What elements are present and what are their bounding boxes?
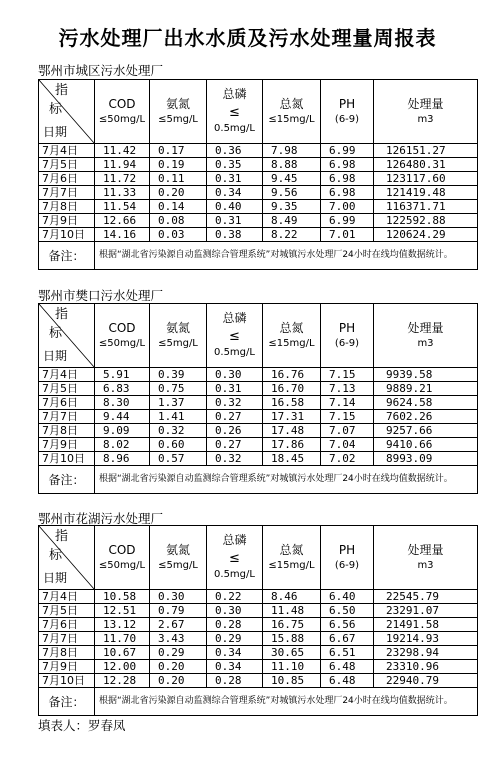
tp-cell: 0.30 xyxy=(207,604,263,618)
date-cell: 7月6日 xyxy=(39,396,95,410)
tn-cell: 8.88 xyxy=(263,158,321,172)
date-cell: 7月9日 xyxy=(39,660,95,674)
table-row xyxy=(39,604,478,618)
header-tn-name: 总氮 xyxy=(279,320,304,335)
header-nh3 xyxy=(150,526,207,590)
cod-cell: 8.96 xyxy=(95,452,150,466)
ph-cell: 7.15 xyxy=(321,368,374,382)
date-cell: 7月5日 xyxy=(39,604,95,618)
flow-cell: 122592.88 xyxy=(374,214,478,228)
flow-cell: 22940.79 xyxy=(374,674,478,688)
header-tp-name: 总磷 xyxy=(222,87,247,102)
flow-cell: 126480.31 xyxy=(374,158,478,172)
nh3-cell: 0.60 xyxy=(150,438,207,452)
ph-cell: 6.99 xyxy=(321,214,374,228)
nh3-cell: 0.57 xyxy=(150,452,207,466)
header-nh3-name: 氨氮 xyxy=(165,96,190,111)
cod-cell: 5.91 xyxy=(95,368,150,382)
nh3-cell: 0.29 xyxy=(150,646,207,660)
date-cell: 7月8日 xyxy=(39,200,95,214)
header-flow-unit: m3 xyxy=(417,113,434,125)
flow-cell: 116371.71 xyxy=(374,200,478,214)
table-header-row xyxy=(39,80,478,144)
tn-cell: 11.48 xyxy=(263,604,321,618)
tp-cell: 0.28 xyxy=(207,618,263,632)
header-ph-name: PH xyxy=(338,320,356,335)
nh3-cell: 0.11 xyxy=(150,172,207,186)
table-row xyxy=(39,410,478,424)
note-text: 根据“湖北省污染源自动监测综合管理系统”对城镇污水处理厂24小时在线均值数据统计。 xyxy=(95,242,478,270)
tn-cell: 17.31 xyxy=(263,410,321,424)
header-tp xyxy=(207,526,263,590)
flow-cell: 21491.58 xyxy=(374,618,478,632)
header-tn xyxy=(263,526,321,590)
tp-cell: 0.38 xyxy=(207,228,263,242)
header-ph xyxy=(321,526,374,590)
header-nh3 xyxy=(150,304,207,368)
section-title: 鄂州市花湖污水处理厂 xyxy=(38,511,164,526)
flow-cell: 123117.60 xyxy=(374,172,478,186)
nh3-cell: 0.79 xyxy=(150,604,207,618)
nh3-cell: 0.20 xyxy=(150,674,207,688)
header-flow-unit: m3 xyxy=(417,559,434,571)
cod-cell: 12.66 xyxy=(95,214,150,228)
tp-cell: 0.35 xyxy=(207,158,263,172)
flow-cell: 8993.09 xyxy=(374,452,478,466)
cod-cell: 9.44 xyxy=(95,410,150,424)
flow-cell: 9889.21 xyxy=(374,382,478,396)
header-corner-cell xyxy=(39,80,95,144)
tp-cell: 0.34 xyxy=(207,660,263,674)
flow-cell: 23310.96 xyxy=(374,660,478,674)
tn-cell: 8.46 xyxy=(263,590,321,604)
flow-cell: 120624.29 xyxy=(374,228,478,242)
date-cell: 7月8日 xyxy=(39,424,95,438)
header-tn-unit: ≤15mg/L xyxy=(268,113,315,125)
flow-cell: 23291.07 xyxy=(374,604,478,618)
date-cell: 7月9日 xyxy=(39,438,95,452)
cod-cell: 11.70 xyxy=(95,632,150,646)
tn-cell: 8.49 xyxy=(263,214,321,228)
ph-cell: 6.67 xyxy=(321,632,374,646)
header-ph xyxy=(321,80,374,144)
cod-cell: 8.02 xyxy=(95,438,150,452)
nh3-cell: 0.39 xyxy=(150,368,207,382)
cod-cell: 12.28 xyxy=(95,674,150,688)
table-row xyxy=(39,646,478,660)
header-corner-cell xyxy=(39,526,95,590)
tn-cell: 8.22 xyxy=(263,228,321,242)
tp-cell: 0.29 xyxy=(207,632,263,646)
header-cod-unit: ≤50mg/L xyxy=(98,559,146,571)
tp-cell: 0.36 xyxy=(207,144,263,158)
date-cell: 7月5日 xyxy=(39,382,95,396)
table-row xyxy=(39,172,478,186)
tn-cell: 16.76 xyxy=(263,368,321,382)
header-ph-name: PH xyxy=(338,542,356,557)
header-tn xyxy=(263,80,321,144)
table-row xyxy=(39,382,478,396)
header-cod-unit: ≤50mg/L xyxy=(98,113,146,125)
tp-cell: 0.26 xyxy=(207,424,263,438)
ph-cell: 6.98 xyxy=(321,172,374,186)
water-quality-table xyxy=(38,303,478,494)
ph-cell: 6.98 xyxy=(321,158,374,172)
header-cod-unit: ≤50mg/L xyxy=(98,337,146,349)
table-row xyxy=(39,200,478,214)
header-tn-unit: ≤15mg/L xyxy=(268,337,315,349)
ph-cell: 6.56 xyxy=(321,618,374,632)
cod-cell: 11.33 xyxy=(95,186,150,200)
header-tn xyxy=(263,304,321,368)
nh3-cell: 0.14 xyxy=(150,200,207,214)
date-cell: 7月4日 xyxy=(39,368,95,382)
table-row xyxy=(39,660,478,674)
header-corner-top: 指 xyxy=(54,529,68,544)
header-cod xyxy=(95,526,150,590)
cod-cell: 14.16 xyxy=(95,228,150,242)
note-row xyxy=(39,688,478,716)
header-tp-unit-b: 0.5mg/L xyxy=(214,347,255,359)
cod-cell: 12.00 xyxy=(95,660,150,674)
note-label: 备注： xyxy=(39,242,95,270)
nh3-cell: 0.08 xyxy=(150,214,207,228)
header-flow xyxy=(374,304,478,368)
date-cell: 7月7日 xyxy=(39,186,95,200)
table-row xyxy=(39,618,478,632)
header-tp-unit-a: ≤ xyxy=(229,104,240,120)
header-flow xyxy=(374,80,478,144)
tp-cell: 0.31 xyxy=(207,382,263,396)
flow-cell: 9410.66 xyxy=(374,438,478,452)
header-ph-unit: (6-9) xyxy=(334,113,360,125)
header-corner-top: 指 xyxy=(54,307,68,322)
tn-cell: 16.70 xyxy=(263,382,321,396)
ph-cell: 7.02 xyxy=(321,452,374,466)
table-row xyxy=(39,396,478,410)
header-flow-name: 处理量 xyxy=(407,542,444,557)
ph-cell: 6.48 xyxy=(321,660,374,674)
flow-cell: 22545.79 xyxy=(374,590,478,604)
cod-cell: 11.42 xyxy=(95,144,150,158)
note-row xyxy=(39,466,478,494)
header-nh3-name: 氨氮 xyxy=(165,320,190,335)
ph-cell: 6.51 xyxy=(321,646,374,660)
tn-cell: 7.98 xyxy=(263,144,321,158)
table-row xyxy=(39,452,478,466)
nh3-cell: 0.32 xyxy=(150,424,207,438)
tp-cell: 0.27 xyxy=(207,438,263,452)
date-cell: 7月8日 xyxy=(39,646,95,660)
table-row xyxy=(39,590,478,604)
tn-cell: 17.86 xyxy=(263,438,321,452)
nh3-cell: 1.41 xyxy=(150,410,207,424)
ph-cell: 6.50 xyxy=(321,604,374,618)
header-corner-top: 指 xyxy=(54,83,68,98)
header-ph xyxy=(321,304,374,368)
cod-cell: 11.72 xyxy=(95,172,150,186)
table-row xyxy=(39,424,478,438)
tn-cell: 17.48 xyxy=(263,424,321,438)
header-tn-name: 总氮 xyxy=(279,542,304,557)
table-row xyxy=(39,158,478,172)
table-row xyxy=(39,368,478,382)
header-cod xyxy=(95,304,150,368)
ph-cell: 7.07 xyxy=(321,424,374,438)
tp-cell: 0.32 xyxy=(207,452,263,466)
nh3-cell: 2.67 xyxy=(150,618,207,632)
date-cell: 7月6日 xyxy=(39,172,95,186)
tn-cell: 16.58 xyxy=(263,396,321,410)
header-flow-name: 处理量 xyxy=(407,96,444,111)
cod-cell: 10.58 xyxy=(95,590,150,604)
header-ph-unit: (6-9) xyxy=(334,559,360,571)
header-tp-unit-a: ≤ xyxy=(229,328,240,344)
header-nh3-unit: ≤5mg/L xyxy=(158,113,198,125)
header-tn-name: 总氮 xyxy=(279,96,304,111)
tn-cell: 16.75 xyxy=(263,618,321,632)
cod-cell: 13.12 xyxy=(95,618,150,632)
note-row xyxy=(39,242,478,270)
nh3-cell: 0.20 xyxy=(150,186,207,200)
header-corner-mid: 标 xyxy=(48,102,62,117)
date-cell: 7月5日 xyxy=(39,158,95,172)
page-title: 污水处理厂出水水质及污水处理量周报表 xyxy=(58,26,437,50)
nh3-cell: 0.20 xyxy=(150,660,207,674)
cod-cell: 12.51 xyxy=(95,604,150,618)
tn-cell: 10.85 xyxy=(263,674,321,688)
header-nh3 xyxy=(150,80,207,144)
ph-cell: 7.04 xyxy=(321,438,374,452)
header-cod-name: COD xyxy=(108,96,136,111)
section-title: 鄂州市城区污水处理厂 xyxy=(38,63,164,78)
ph-cell: 6.40 xyxy=(321,590,374,604)
header-flow xyxy=(374,526,478,590)
date-cell: 7月6日 xyxy=(39,618,95,632)
ph-cell: 6.48 xyxy=(321,674,374,688)
table-row xyxy=(39,144,478,158)
header-corner-mid: 标 xyxy=(48,326,62,341)
table-row xyxy=(39,674,478,688)
nh3-cell: 3.43 xyxy=(150,632,207,646)
tp-cell: 0.34 xyxy=(207,186,263,200)
date-cell: 7月4日 xyxy=(39,144,95,158)
header-corner-cell xyxy=(39,304,95,368)
cod-cell: 11.54 xyxy=(95,200,150,214)
cod-cell: 9.09 xyxy=(95,424,150,438)
header-ph-unit: (6-9) xyxy=(334,337,360,349)
flow-cell: 126151.27 xyxy=(374,144,478,158)
header-flow-name: 处理量 xyxy=(407,320,444,335)
nh3-cell: 1.37 xyxy=(150,396,207,410)
date-cell: 7月4日 xyxy=(39,590,95,604)
tp-cell: 0.27 xyxy=(207,410,263,424)
header-cod-name: COD xyxy=(108,542,136,557)
table-row xyxy=(39,228,478,242)
note-label: 备注： xyxy=(39,688,95,716)
tp-cell: 0.32 xyxy=(207,396,263,410)
filler-name: 填表人：罗春凤 xyxy=(38,718,126,733)
tp-cell: 0.40 xyxy=(207,200,263,214)
header-tn-unit: ≤15mg/L xyxy=(268,559,315,571)
table-row xyxy=(39,632,478,646)
header-tp-unit-b: 0.5mg/L xyxy=(214,123,255,135)
header-tp xyxy=(207,80,263,144)
date-cell: 7月9日 xyxy=(39,214,95,228)
header-nh3-name: 氨氮 xyxy=(165,542,190,557)
cod-cell: 10.67 xyxy=(95,646,150,660)
tp-cell: 0.28 xyxy=(207,674,263,688)
tn-cell: 11.10 xyxy=(263,660,321,674)
tn-cell: 9.45 xyxy=(263,172,321,186)
tn-cell: 9.35 xyxy=(263,200,321,214)
header-cod-name: COD xyxy=(108,320,136,335)
water-quality-table xyxy=(38,525,478,716)
ph-cell: 6.99 xyxy=(321,144,374,158)
ph-cell: 7.15 xyxy=(321,410,374,424)
table-row xyxy=(39,186,478,200)
date-cell: 7月7日 xyxy=(39,410,95,424)
flow-cell: 9257.66 xyxy=(374,424,478,438)
tp-cell: 0.31 xyxy=(207,172,263,186)
tp-cell: 0.22 xyxy=(207,590,263,604)
note-text: 根据“湖北省污染源自动监测综合管理系统”对城镇污水处理厂24小时在线均值数据统计。 xyxy=(95,688,478,716)
header-tp-unit-b: 0.5mg/L xyxy=(214,569,255,581)
header-corner-bottom: 日期 xyxy=(43,348,68,363)
flow-cell: 9624.58 xyxy=(374,396,478,410)
section-title: 鄂州市樊口污水处理厂 xyxy=(38,288,164,303)
cod-cell: 11.94 xyxy=(95,158,150,172)
note-label: 备注： xyxy=(39,466,95,494)
header-tp-name: 总磷 xyxy=(222,533,247,548)
tn-cell: 15.88 xyxy=(263,632,321,646)
nh3-cell: 0.17 xyxy=(150,144,207,158)
nh3-cell: 0.03 xyxy=(150,228,207,242)
header-tp-name: 总磷 xyxy=(222,311,247,326)
note-text: 根据“湖北省污染源自动监测综合管理系统”对城镇污水处理厂24小时在线均值数据统计。 xyxy=(95,466,478,494)
tp-cell: 0.34 xyxy=(207,646,263,660)
header-tp-unit-a: ≤ xyxy=(229,550,240,566)
header-nh3-unit: ≤5mg/L xyxy=(158,559,198,571)
tn-cell: 18.45 xyxy=(263,452,321,466)
cod-cell: 8.30 xyxy=(95,396,150,410)
table-header-row xyxy=(39,526,478,590)
date-cell: 7月10日 xyxy=(39,674,95,688)
table-header-row xyxy=(39,304,478,368)
tp-cell: 0.31 xyxy=(207,214,263,228)
tp-cell: 0.30 xyxy=(207,368,263,382)
header-cod xyxy=(95,80,150,144)
table-row xyxy=(39,438,478,452)
date-cell: 7月10日 xyxy=(39,228,95,242)
flow-cell: 9939.58 xyxy=(374,368,478,382)
header-ph-name: PH xyxy=(338,96,356,111)
tn-cell: 9.56 xyxy=(263,186,321,200)
flow-cell: 19214.93 xyxy=(374,632,478,646)
header-tp xyxy=(207,304,263,368)
ph-cell: 7.14 xyxy=(321,396,374,410)
nh3-cell: 0.30 xyxy=(150,590,207,604)
header-corner-bottom: 日期 xyxy=(43,570,68,585)
header-corner-mid: 标 xyxy=(48,548,62,563)
tn-cell: 30.65 xyxy=(263,646,321,660)
date-cell: 7月10日 xyxy=(39,452,95,466)
table-row xyxy=(39,214,478,228)
ph-cell: 7.01 xyxy=(321,228,374,242)
header-nh3-unit: ≤5mg/L xyxy=(158,337,198,349)
flow-cell: 7602.26 xyxy=(374,410,478,424)
flow-cell: 23298.94 xyxy=(374,646,478,660)
cod-cell: 6.83 xyxy=(95,382,150,396)
header-flow-unit: m3 xyxy=(417,337,434,349)
ph-cell: 7.00 xyxy=(321,200,374,214)
header-corner-bottom: 日期 xyxy=(43,124,68,139)
flow-cell: 121419.48 xyxy=(374,186,478,200)
water-quality-table xyxy=(38,79,478,270)
ph-cell: 7.13 xyxy=(321,382,374,396)
date-cell: 7月7日 xyxy=(39,632,95,646)
nh3-cell: 0.19 xyxy=(150,158,207,172)
nh3-cell: 0.75 xyxy=(150,382,207,396)
ph-cell: 6.98 xyxy=(321,186,374,200)
